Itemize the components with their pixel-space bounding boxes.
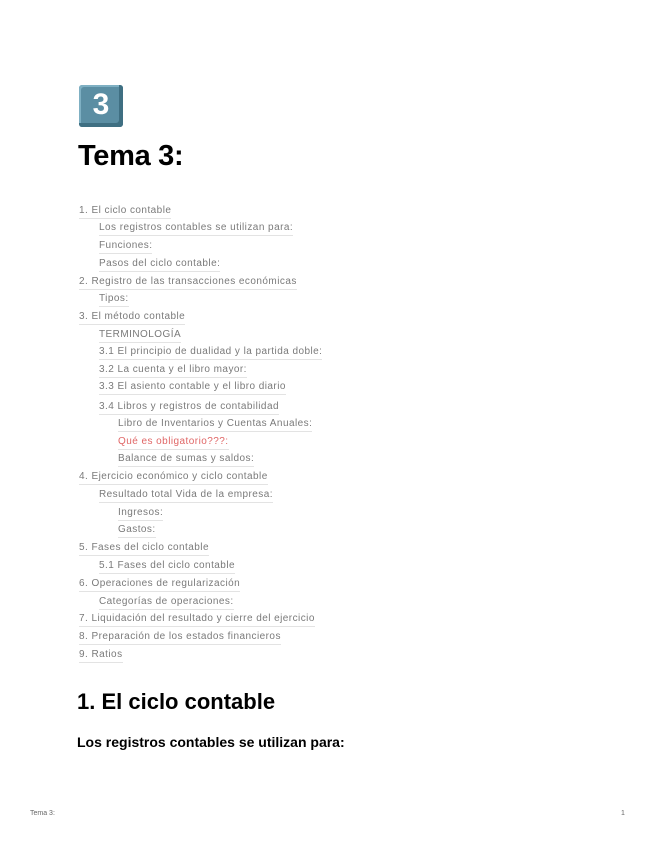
toc-link[interactable]: Pasos del ciclo contable: <box>99 258 220 272</box>
toc-link[interactable]: 3. El método contable <box>79 311 185 325</box>
toc-link[interactable]: 8. Preparación de los estados financieros <box>79 631 281 645</box>
keycap-3-emoji-icon: 3 <box>79 85 123 127</box>
page-title: Tema 3: <box>78 140 184 172</box>
toc-link[interactable]: Categorías de operaciones: <box>99 596 234 610</box>
toc-link[interactable]: Funciones: <box>99 240 152 254</box>
toc-link[interactable]: Qué es obligatorio???: <box>118 436 229 450</box>
toc-link[interactable]: 4. Ejercicio económico y ciclo contable <box>79 471 268 485</box>
toc-link[interactable]: 3.2 La cuenta y el libro mayor: <box>99 364 247 378</box>
toc-link[interactable]: Tipos: <box>99 293 129 307</box>
toc-link[interactable]: Resultado total Vida de la empresa: <box>99 489 273 503</box>
toc-link[interactable]: Los registros contables se utilizan para: <box>99 222 293 236</box>
toc-link[interactable]: 3.1 El principio de dualidad y la partida doble: <box>99 346 322 360</box>
toc-link[interactable]: Balance de sumas y saldos: <box>118 453 254 467</box>
toc-link[interactable]: 7. Liquidación del resultado y cierre del ejercicio <box>79 613 315 627</box>
toc-link[interactable]: 3.3 El asiento contable y el libro diario <box>99 381 286 395</box>
toc-link[interactable]: Libro de Inventarios y Cuentas Anuales: <box>118 418 312 432</box>
toc-link[interactable]: Ingresos: <box>118 507 163 521</box>
subsection-heading-registros: Los registros contables se utilizan para: <box>77 734 345 750</box>
toc-link[interactable]: 5.1 Fases del ciclo contable <box>99 560 235 574</box>
toc-link[interactable]: 9. Ratios <box>79 649 123 663</box>
toc-link[interactable]: TERMINOLOGÍA <box>99 329 181 343</box>
toc-link[interactable]: Gastos: <box>118 524 156 538</box>
toc-link[interactable]: 1. El ciclo contable <box>79 205 171 219</box>
section-heading-ciclo-contable: 1. El ciclo contable <box>77 689 276 714</box>
footer-page-number: 1 <box>621 810 625 817</box>
toc-link[interactable]: 5. Fases del ciclo contable <box>79 542 209 556</box>
toc-link[interactable]: 6. Operaciones de regularización <box>79 578 240 592</box>
toc-link[interactable]: 3.4 Libros y registros de contabilidad <box>99 401 279 415</box>
toc-link[interactable]: 2. Registro de las transacciones económicas <box>79 276 297 290</box>
footer-document-title: Tema 3: <box>30 810 55 817</box>
